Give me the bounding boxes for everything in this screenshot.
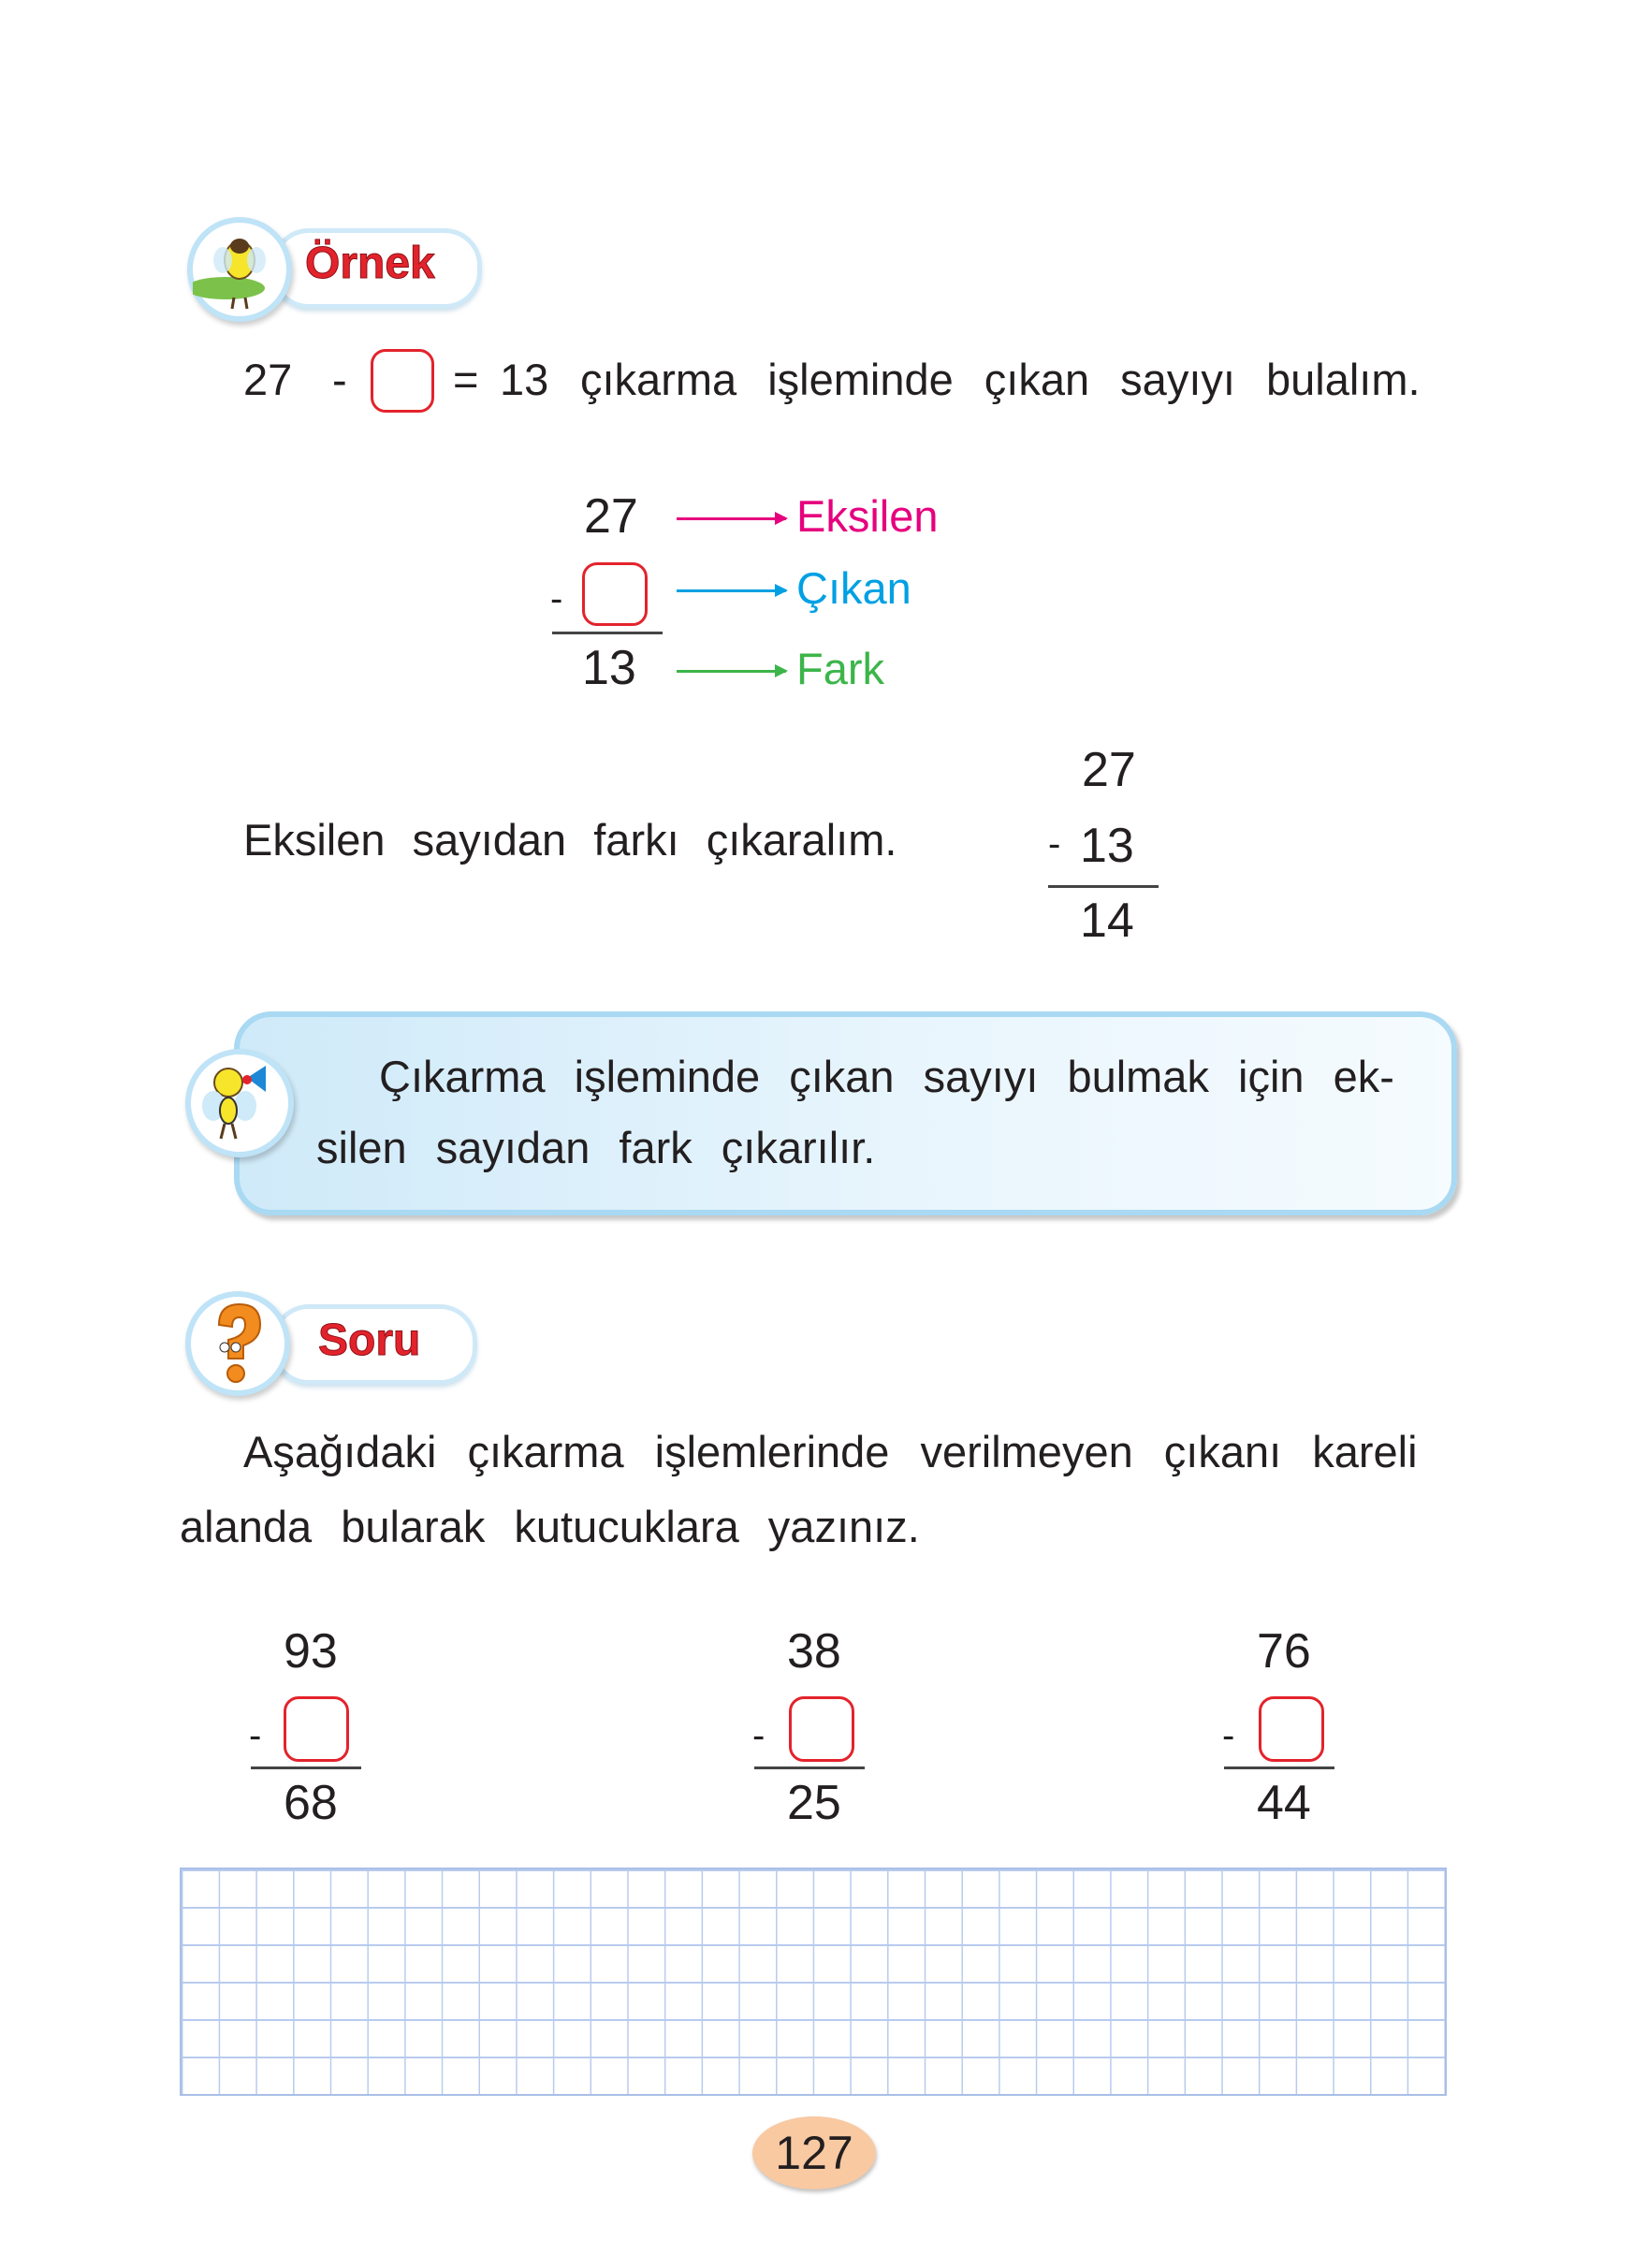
example-equation-equals: = (453, 355, 479, 404)
answer-box[interactable] (284, 1696, 349, 1762)
grid-work-area[interactable] (180, 1868, 1447, 2096)
problem-bottom: 44 (1257, 1776, 1311, 1830)
problem-minus: - (249, 1715, 262, 1756)
example-equation-minuend: 27 (243, 355, 293, 404)
answer-box[interactable] (1259, 1696, 1324, 1762)
problem-bottom: 68 (284, 1776, 338, 1830)
bee-megaphone-icon (185, 1049, 294, 1157)
vertical-answer-box[interactable] (582, 562, 648, 626)
example-sentence: çıkarma işleminde çıkan sayıyı bulalım. (580, 355, 1421, 404)
sum-line (251, 1766, 361, 1769)
sum-line (1224, 1766, 1334, 1769)
sum-line (1048, 885, 1159, 888)
bee-icon (187, 217, 292, 322)
arrow-right-icon (677, 517, 786, 520)
problem-top: 38 (787, 1624, 841, 1679)
problem-top: 93 (284, 1624, 338, 1679)
example-badge-label: Örnek (305, 239, 435, 288)
info-line-1: Çıkarma işleminde çıkan sayıyı bulmak için ek- (379, 1052, 1394, 1101)
problem-minus: - (1222, 1715, 1235, 1756)
problem-top: 76 (1257, 1624, 1311, 1679)
page-number: 127 (752, 2116, 876, 2189)
label-cikan: Çıkan (796, 563, 911, 613)
vertical-minuend: 27 (584, 489, 638, 544)
info-line-2: silen sayıdan fark çıkarılır. (316, 1123, 876, 1172)
step-minus: - (1048, 823, 1061, 865)
question-line-2: alanda bularak kutucuklara yazınız. (180, 1502, 920, 1551)
step-bottom: 13 (1080, 819, 1134, 873)
step-top: 27 (1082, 743, 1136, 797)
step-text: Eksilen sayıdan farkı çıkaralım. (243, 815, 897, 865)
label-fark: Fark (796, 644, 884, 693)
arrow-right-icon (677, 589, 786, 592)
answer-box[interactable] (371, 349, 434, 413)
sum-line (754, 1766, 865, 1769)
step-result: 14 (1080, 894, 1134, 948)
vertical-difference: 13 (582, 641, 636, 695)
answer-box[interactable] (789, 1696, 854, 1762)
sum-line (552, 632, 663, 634)
question-badge-label: Soru (318, 1316, 421, 1365)
arrow-right-icon (677, 670, 786, 673)
example-equation-minus: - (332, 355, 347, 404)
question-line-1: Aşağıdaki çıkarma işlemlerinde verilmeyen çıkanı kareli (243, 1427, 1418, 1476)
example-equation-difference: 13 (500, 355, 549, 404)
problem-minus: - (752, 1715, 765, 1756)
label-eksilen: Eksilen (796, 491, 939, 541)
vertical-minus: - (550, 578, 563, 619)
question-mark-icon (185, 1291, 290, 1396)
info-box (234, 1011, 1457, 1215)
problem-bottom: 25 (787, 1776, 841, 1830)
